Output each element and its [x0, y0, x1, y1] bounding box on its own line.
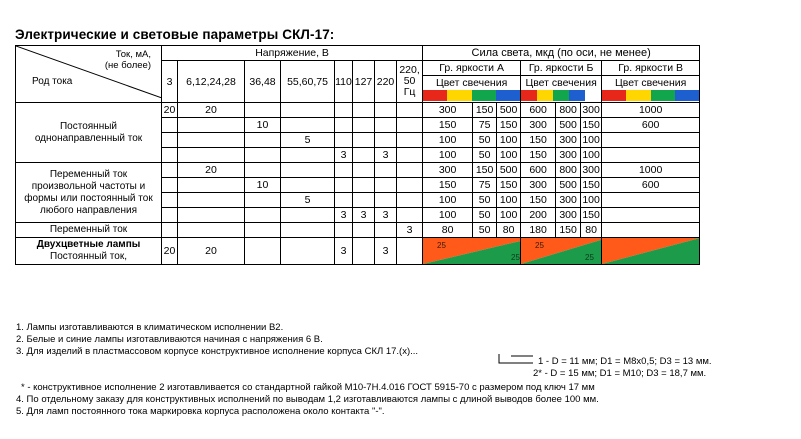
- color-swatches: [521, 90, 601, 101]
- two-color-value: 25: [535, 241, 545, 250]
- luminous-value: 50: [473, 133, 497, 148]
- current-value: 3: [353, 208, 375, 223]
- luminous-value: 300: [423, 163, 473, 178]
- color-label: Цвет свечения: [525, 77, 597, 89]
- corner-current-label: Ток, мА, (не более): [104, 49, 151, 71]
- current-value: [281, 238, 335, 265]
- current-value: [353, 193, 375, 208]
- current-value: [245, 103, 281, 118]
- current-value: [397, 193, 423, 208]
- table-row: [16, 223, 700, 238]
- current-type-label: Переменный ток: [16, 223, 162, 238]
- current-value: [245, 133, 281, 148]
- current-value: [375, 178, 397, 193]
- luminous-value: 150: [473, 103, 497, 118]
- current-value: [162, 133, 178, 148]
- note-3-option-1: 1 - D = 11 мм; D1 = M8x0,5; D3 = 13 мм.: [538, 356, 712, 367]
- luminous-value: 50: [473, 193, 497, 208]
- luminous-value: 150: [556, 223, 581, 238]
- swatch-blue: [496, 90, 520, 101]
- current-value: [178, 148, 245, 163]
- voltage-header: 220: [375, 61, 397, 103]
- luminous-value: 500: [556, 118, 581, 133]
- current-value: 3: [397, 223, 423, 238]
- luminous-value: 150: [473, 163, 497, 178]
- current-value: 20: [162, 238, 178, 265]
- current-value: [397, 208, 423, 223]
- current-value: 20: [162, 103, 178, 118]
- current-value: 3: [335, 148, 353, 163]
- current-value: [397, 133, 423, 148]
- voltage-header: 220, 50 Гц: [397, 61, 423, 103]
- two-color-value: 25: [511, 253, 521, 262]
- current-value: [245, 208, 281, 223]
- current-value: [245, 148, 281, 163]
- current-type-label: Переменный ток произвольной частоты и формы или постоянный ток любого направления: [16, 163, 162, 223]
- color-label: Цвет свечения: [435, 77, 508, 89]
- luminous-value: 150: [497, 118, 521, 133]
- luminous-value: 50: [473, 148, 497, 163]
- current-value: [397, 148, 423, 163]
- luminous-value: 100: [423, 208, 473, 223]
- current-value: [162, 223, 178, 238]
- luminous-value: 150: [582, 119, 600, 131]
- parameters-table: [15, 45, 700, 265]
- current-value: 20: [178, 238, 245, 265]
- luminous-value: [602, 193, 700, 208]
- luminous-value: 500: [497, 163, 521, 178]
- luminous-value: 200: [521, 208, 556, 223]
- voltage-header: 6,12,24,28: [178, 61, 245, 103]
- swatch-red: [423, 90, 447, 101]
- note-2: 2. Белые и синие лампы изготавливаются начиная с напряжения 6 В.: [16, 334, 323, 345]
- current-value: 5: [281, 193, 335, 208]
- swatch-green: [651, 90, 675, 101]
- current-value: 3: [375, 148, 397, 163]
- current-value: [397, 118, 423, 133]
- note-5: 5. Для ламп постоянного тока маркировка корпуса расположена около контакта "-".: [16, 406, 385, 417]
- luminous-value: 80: [497, 223, 521, 238]
- luminous-value: 100: [497, 133, 521, 148]
- current-value: [335, 178, 353, 193]
- table-row: [16, 103, 700, 118]
- luminous-value: 80: [581, 223, 602, 238]
- current-value: [178, 118, 245, 133]
- two-color-title: Двухцветные лампы: [36, 239, 141, 250]
- luminous-value: 600: [521, 163, 556, 178]
- color-swatches: [602, 90, 699, 101]
- two-color-row: [16, 238, 700, 265]
- luminous-value: [602, 133, 700, 148]
- two-color-diagonal: [602, 238, 700, 264]
- current-value: [335, 118, 353, 133]
- current-value: [375, 133, 397, 148]
- luminous-value: 75: [473, 118, 497, 133]
- two-color-label: [16, 238, 162, 265]
- luminous-value: 100: [423, 193, 473, 208]
- luminous-value: 1000: [602, 163, 700, 178]
- luminous-value: 100: [582, 134, 600, 146]
- swatch-yellow: [537, 90, 553, 101]
- current-value: [245, 223, 281, 238]
- luminous-value: 300: [556, 208, 581, 223]
- corner-header: [16, 46, 162, 103]
- luminous-value: 800: [556, 163, 581, 178]
- current-value: 10: [245, 178, 281, 193]
- two-color-swatch-b: [521, 238, 602, 265]
- current-value: 5: [281, 133, 335, 148]
- luminous-value: 80: [423, 223, 473, 238]
- current-value: [353, 163, 375, 178]
- luminous-value: 150: [423, 178, 473, 193]
- color-cell-a: [423, 76, 521, 103]
- luminous-value: 500: [556, 178, 581, 193]
- current-value: [397, 178, 423, 193]
- current-value: [162, 163, 178, 178]
- current-value: [353, 118, 375, 133]
- luminous-value: 100: [582, 149, 600, 161]
- luminous-value: 300: [521, 118, 556, 133]
- luminous-value: 600: [521, 103, 556, 118]
- current-value: 3: [375, 238, 397, 265]
- swatch-yellow: [447, 90, 471, 101]
- luminous-value: 180: [521, 223, 556, 238]
- current-value: [335, 163, 353, 178]
- voltage-group-header: Напряжение, В: [162, 46, 423, 61]
- two-color-subtitle: Постоянный ток,: [50, 251, 127, 262]
- swatch-red: [521, 90, 537, 101]
- current-value: [335, 103, 353, 118]
- note-asterisk: * - конструктивное исполнение 2 изготавливается со стандартной гайкой М10-7Н.4.016 ГОСТ 5915-70 с размером под ключ 17 мм: [21, 382, 595, 393]
- current-value: [353, 178, 375, 193]
- luminous-value: 500: [497, 103, 521, 118]
- current-value: 20: [178, 103, 245, 118]
- current-value: [281, 118, 335, 133]
- note-3-option-2: 2* - D = 15 мм; D1 = M10; D3 = 18,7 мм.: [533, 368, 707, 379]
- luminous-value: 100: [497, 208, 521, 223]
- current-value: [281, 103, 335, 118]
- two-color-swatch-a: [423, 238, 521, 265]
- current-value: [335, 193, 353, 208]
- luminous-value: 800: [556, 103, 581, 118]
- current-value: [162, 148, 178, 163]
- two-color-swatch-c: [602, 238, 700, 265]
- luminous-value: 600: [602, 118, 700, 133]
- swatch-green: [553, 90, 569, 101]
- color-label: Цвет свечения: [614, 77, 687, 89]
- luminous-value: [602, 148, 700, 163]
- current-value: [162, 193, 178, 208]
- current-value: [245, 193, 281, 208]
- current-value: [375, 223, 397, 238]
- swatch-red: [602, 90, 626, 101]
- swatch-yellow: [626, 90, 650, 101]
- luminous-value: 150: [521, 148, 556, 163]
- luminous-value: 300: [556, 148, 581, 163]
- current-value: 10: [245, 118, 281, 133]
- current-value: [375, 118, 397, 133]
- current-value: [397, 103, 423, 118]
- luminous-value: 100: [497, 148, 521, 163]
- current-value: [178, 133, 245, 148]
- swatch-green: [472, 90, 496, 101]
- luminous-value: 150: [521, 193, 556, 208]
- current-value: [178, 208, 245, 223]
- current-value: [353, 148, 375, 163]
- voltage-header: 110: [335, 61, 353, 103]
- two-color-diagonal: [423, 238, 521, 264]
- two-color-value: 25: [585, 253, 595, 262]
- voltage-header: 36,48: [245, 61, 281, 103]
- brightness-group-b: Гр. яркости Б: [521, 61, 602, 76]
- current-value: [353, 223, 375, 238]
- swatch-white: [585, 90, 601, 101]
- swatch-blue: [569, 90, 585, 101]
- current-value: [375, 193, 397, 208]
- current-value: 20: [178, 163, 245, 178]
- voltage-header: 55,60,75: [281, 61, 335, 103]
- current-value: [335, 223, 353, 238]
- current-value: [245, 163, 281, 178]
- luminous-value: [602, 208, 700, 223]
- luminous-value: 100: [582, 194, 600, 206]
- current-value: [397, 163, 423, 178]
- luminous-group-header: Сила света, мкд (по оси, не менее): [423, 46, 700, 61]
- luminous-value: 300: [556, 133, 581, 148]
- luminous-value: 300: [423, 103, 473, 118]
- bracket-lines: [497, 353, 537, 367]
- current-value: [178, 193, 245, 208]
- current-value: [335, 133, 353, 148]
- current-value: 3: [335, 238, 353, 265]
- current-value: [281, 208, 335, 223]
- luminous-value: 300: [521, 178, 556, 193]
- note-1: 1. Лампы изготавливаются в климатическом исполнении В2.: [16, 322, 284, 333]
- luminous-value: 150: [497, 178, 521, 193]
- current-value: [281, 178, 335, 193]
- luminous-value: 50: [473, 223, 497, 238]
- voltage-header: 127: [353, 61, 375, 103]
- luminous-value: 150: [521, 133, 556, 148]
- luminous-value: 300: [556, 193, 581, 208]
- two-color-value: 25: [437, 241, 447, 250]
- current-value: [178, 223, 245, 238]
- current-value: [397, 238, 423, 265]
- luminous-value: [602, 223, 700, 238]
- luminous-value: 600: [602, 178, 700, 193]
- current-value: [245, 238, 281, 265]
- current-value: [281, 148, 335, 163]
- current-value: [375, 163, 397, 178]
- luminous-value: 100: [423, 148, 473, 163]
- brightness-group-a: Гр. яркости А: [423, 61, 521, 76]
- luminous-value: 150: [582, 179, 600, 191]
- current-value: [281, 163, 335, 178]
- current-value: [353, 238, 375, 265]
- current-value: [162, 178, 178, 193]
- luminous-value: 300: [582, 104, 600, 116]
- brightness-group-c: Гр. яркости В: [602, 61, 700, 76]
- page-title: Электрические и световые параметры СКЛ-17:: [15, 27, 335, 42]
- voltage-header: 3: [162, 61, 178, 103]
- two-color-diagonal: [521, 238, 602, 264]
- current-value: [178, 178, 245, 193]
- luminous-value: 150: [582, 209, 600, 221]
- luminous-value: 100: [497, 193, 521, 208]
- luminous-value: 150: [423, 118, 473, 133]
- luminous-value: 100: [423, 133, 473, 148]
- luminous-value: 50: [473, 208, 497, 223]
- current-value: [162, 118, 178, 133]
- color-cell-b: [521, 76, 602, 103]
- corner-type-label: Род тока: [32, 76, 73, 87]
- note-4: 4. По отдельному заказу для конструктивных исполнений по выводам 1,2 изготавливаются лампы с длиной выводов более 100 мм.: [16, 394, 599, 405]
- luminous-value: 300: [582, 164, 600, 176]
- current-value: [353, 133, 375, 148]
- current-value: [353, 103, 375, 118]
- current-value: [162, 208, 178, 223]
- table-row: [16, 163, 700, 178]
- current-value: 3: [375, 208, 397, 223]
- note-3: 3. Для изделий в пластмассовом корпусе конструктивное исполнение корпуса СКЛ 17.(x)...: [16, 346, 419, 357]
- current-value: [281, 223, 335, 238]
- color-cell-c: [602, 76, 700, 103]
- color-swatches: [423, 90, 520, 101]
- luminous-value: 1000: [602, 103, 700, 118]
- current-type-label: Постоянный однонаправленный ток: [16, 103, 162, 163]
- current-value: 3: [335, 208, 353, 223]
- swatch-blue: [675, 90, 699, 101]
- current-value: [375, 103, 397, 118]
- luminous-value: 75: [473, 178, 497, 193]
